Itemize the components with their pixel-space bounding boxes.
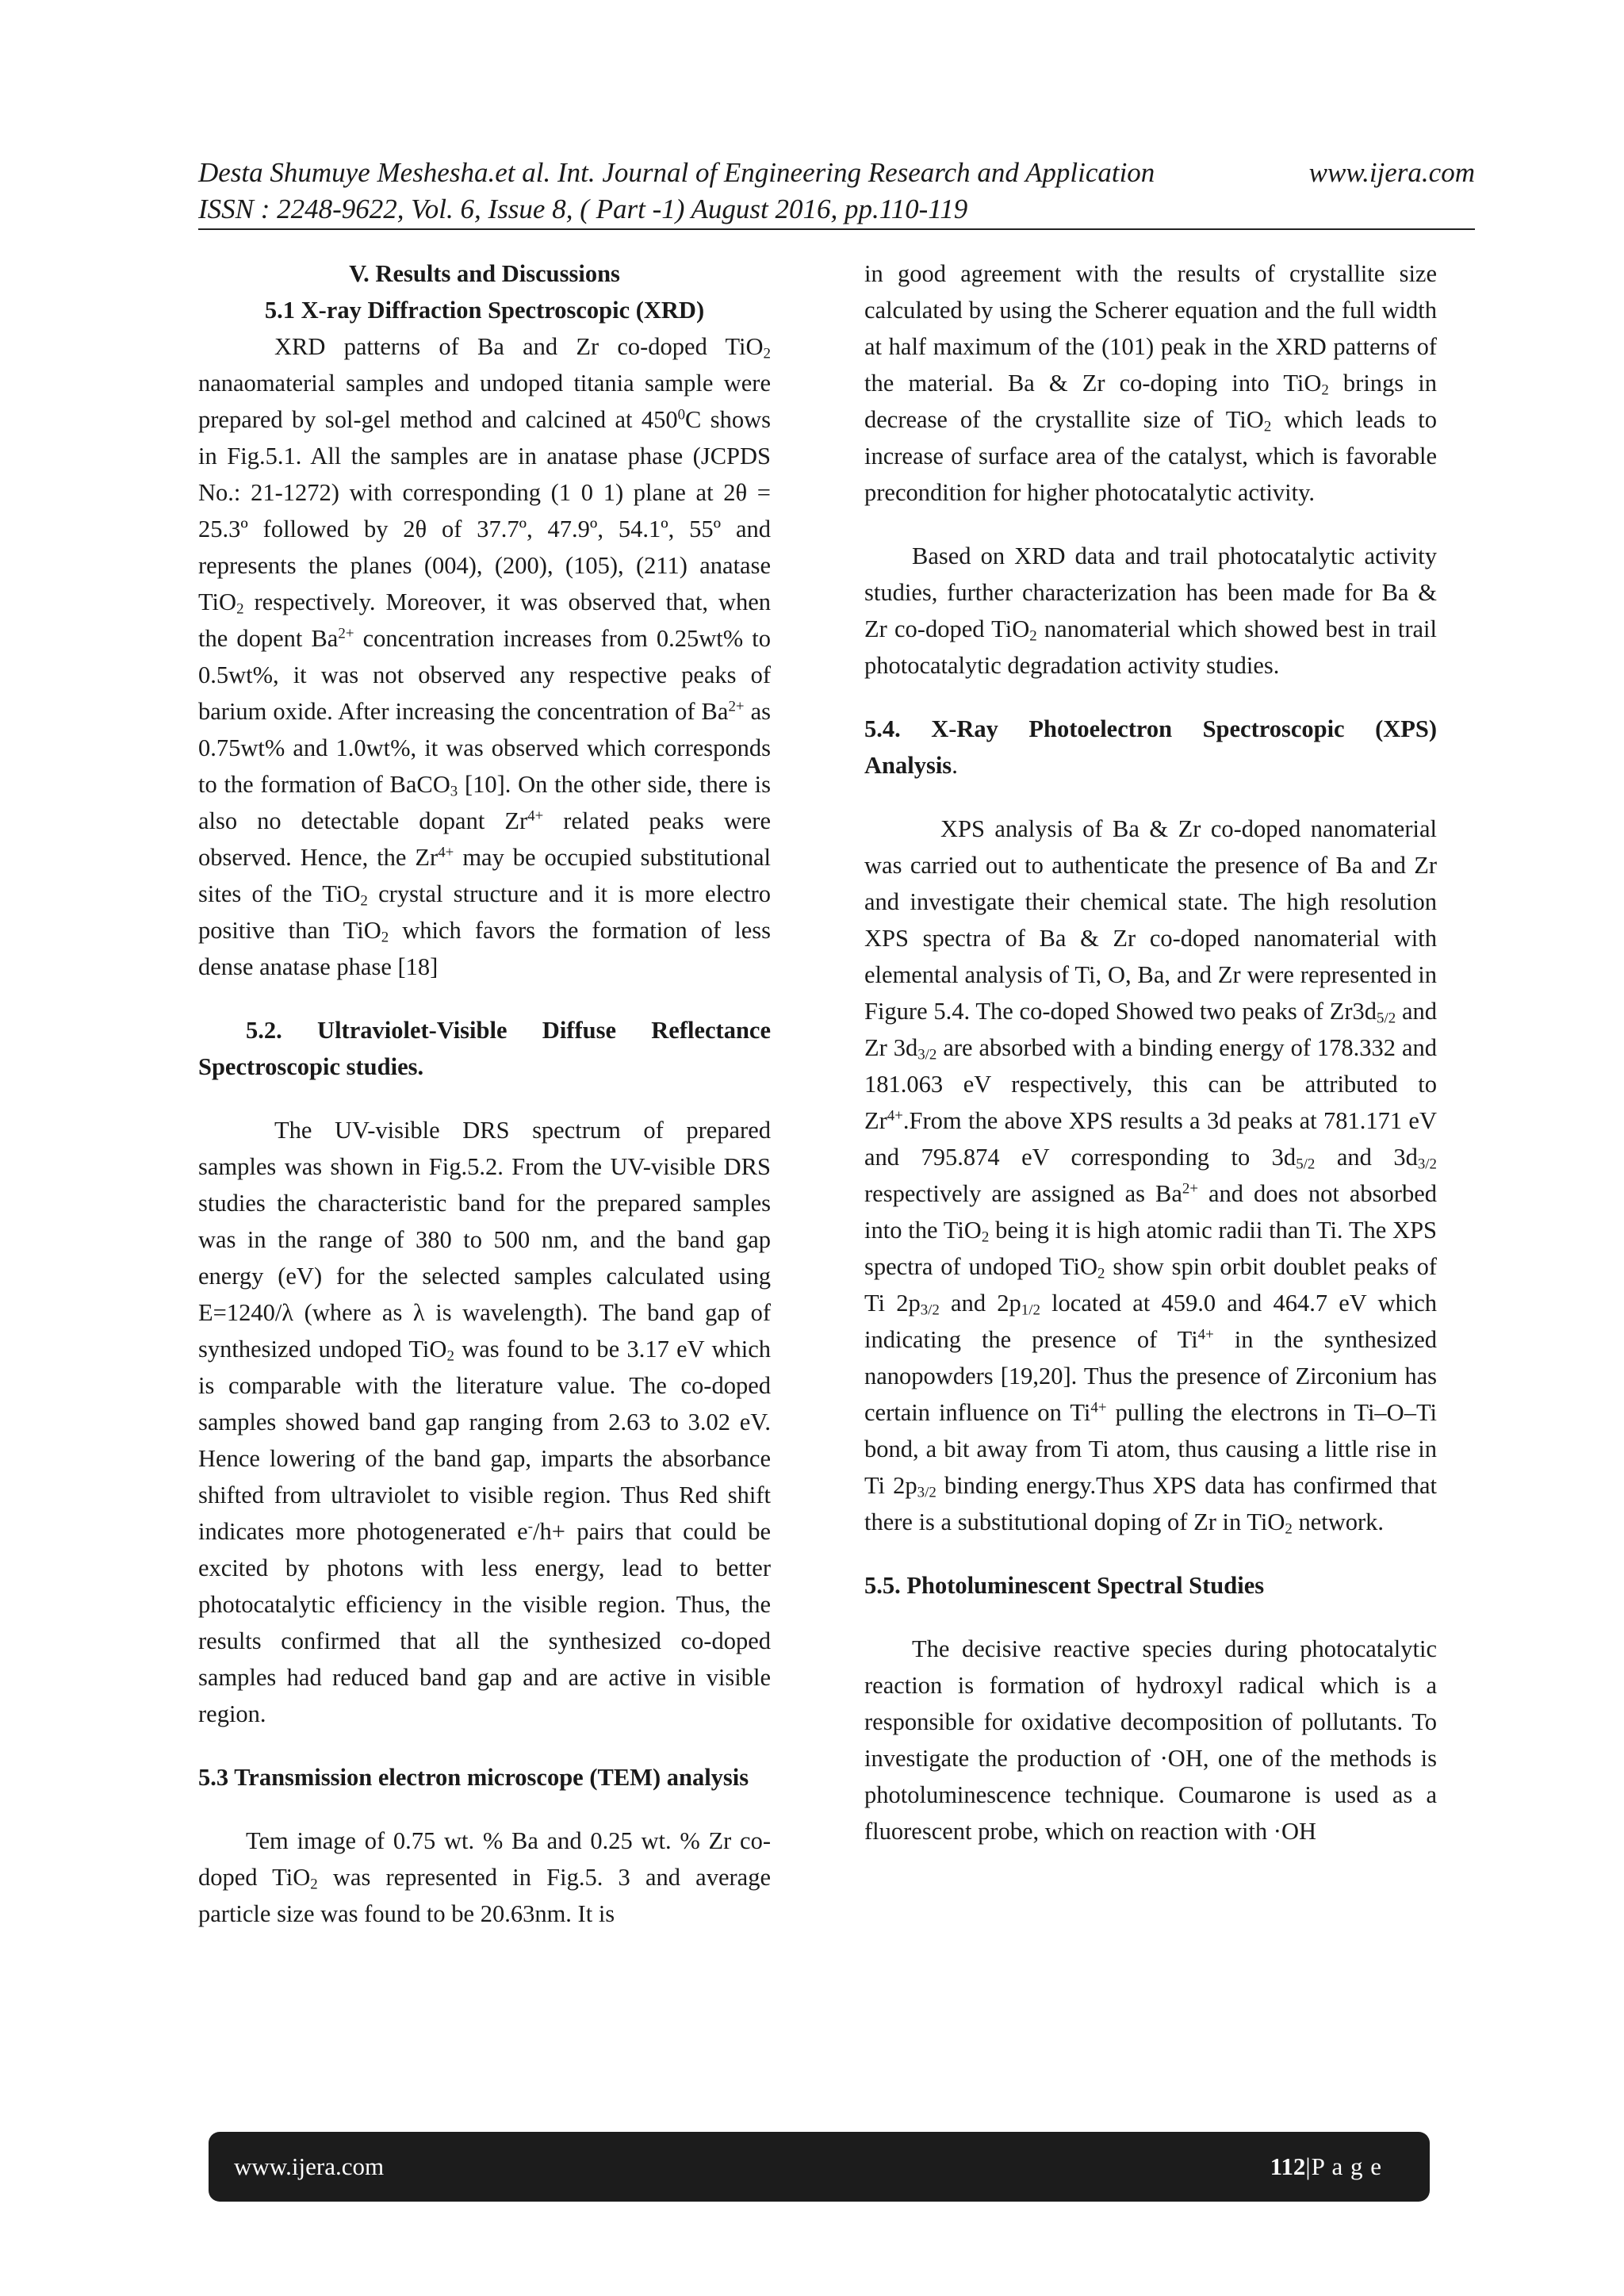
xps-heading: 5.4. X-Ray Photoelectron Spectroscopic (XPS) Analysis. xyxy=(864,715,1437,779)
right-column xyxy=(864,255,1437,1849)
xrd-continued-paragraph: in good agreement with the results of crystallite size calculated by using the Scherer equation and the full width at half maximum of the (101) peak in the XRD patterns of the material. Ba & Zr co-doping into TiO$_2$ brings in decrease of the crystallite size of TiO$_2$ which leads to increase of surface area of the catalyst, which is favorable precondition for higher photocatalytic activity. xyxy=(864,260,1437,506)
uv-paragraph: The UV-visible DRS spectrum of prepared samples was shown in Fig.5.2. From the UV-visible DRS studies the characteristic band for the prepared samples was in the range of 380 to 500 nm, and the band gap energy (eV) for the selected samples calculated using E=1240/λ (where as λ is wavelength). The band gap of synthesized undoped TiO$_2$ was found to be 3.17 eV which is comparable with the literature value. The co-doped samples showed band gap ranging from 2.63 to 3.02 eV. Hence lowering of the band gap, imparts the absorbance shifted from ultraviolet to visible region. Thus Red shift indicates more photogenerated e-/h+ pairs that could be excited by photons with less energy, lead to better photocatalytic efficiency in the visible region. Thus, the results confirmed that all the synthesized co-doped samples had reduced band gap and are active in visible region. xyxy=(198,1117,771,1727)
footer-website[interactable]: www.ijera.com xyxy=(234,2152,385,2180)
based-on-xrd-paragraph: Based on XRD data and trail photocatalytic activity studies, further characterization has been made for Ba & Zr co-doped TiO$_2$ nanomaterial which showed best in trail photocatalytic degradation activity studies. xyxy=(864,542,1437,679)
tem-heading: 5.3 Transmission electron microscope (TEM) analysis xyxy=(198,1764,749,1791)
xrd-heading: 5.1 X-ray Diffraction Spectroscopic (XRD) xyxy=(264,297,705,324)
xps-paragraph: XPS analysis of Ba & Zr co-doped nanomaterial was carried out to authenticate the presence of Ba and Zr and investigate their chemical state. The high resolution XPS spectra of Ba & Zr co-doped nanomaterial with elemental analysis of Ti, O, Ba, and Zr were represented in Figure 5.4. The co-doped Showed two peaks of $Zr3d_{5/2}$ and Zr $3d_{3/2}$ are absorbed with a binding energy of 178.332 and 181.063 eV respectively, this can be attributed to $Zr^{4+}.From$ the above XPS results a 3d peaks at 781.171 eV and 795.874 eV corresponding to $3d_{5/2}$ and $3d_{3/2}$ respectively are assigned as $Ba^{2+}$ and does not absorbed into the TiO$_2$ being it is high atomic radii than Ti. The XPS spectra of undoped TiO$_2$ show spin orbit doublet peaks of Ti $2p_{3/2}$ and $2p_{1/2}$ located at 459.0 and 464.7 eV which indicating the presence of $Ti^{4+}$ in the synthesized nanopowders [19,20]. Thus the presence of Zirconium has certain influence on $Ti^{4+}$ pulling the electrons in Ti–O–Ti bond, a bit away from Ti atom, thus causing a little rise in Ti $2p_{3/2}$ binding energy.Thus XPS data has confirmed that there is a substitutional doping of Zr in TiO$_2$ network. xyxy=(864,815,1437,1538)
footer-page-number: 112|P a g e xyxy=(1270,2152,1382,2180)
page-footer xyxy=(209,2132,1430,2202)
pl-paragraph: The decisive reactive species during photocatalytic reaction is formation of hydroxyl radical which is a responsible for oxidative decomposition of pollutants. To investigate the production of ·OH, one of the methods is photoluminescence technique. Coumarone is used as a fluorescent probe, which on reaction with ·OH xyxy=(864,1635,1437,1845)
xrd-paragraph: XRD patterns of Ba and Zr co-doped TiO$_2$ nanaomaterial samples and undoped titania sample were prepared by sol-gel method and calcined at $450^0C$ shows in Fig.5.1. All the samples are in anatase phase (JCPDS No.: 21-1272) with corresponding (1 0 1) plane at 2θ = 25.3º followed by 2θ of 37.7º, 47.9º, 54.1º, 55º and represents the planes (004), (200), (105), (211) anatase TiO$_2$ respectively. Moreover, it was observed that, when the dopent $Ba^{2+}$ concentration increases from 0.25wt% to 0.5wt%, it was not observed any respective peaks of barium oxide. After increasing the concentration of $Ba^{2+}$ as 0.75wt% and 1.0wt%, it was observed which corresponds to the formation of BaCO$_3$ [10]. On the other side, there is also no detectable dopant $Zr^{4+}$ related peaks were observed. Hence, the $Zr^{4+}$ may be occupied substitutional sites of the TiO$_2$ crystal structure and it is more electro positive than TiO$_2$ which favors the formation of less dense anatase phase [18] xyxy=(198,333,772,980)
uv-heading: 5.2. Ultraviolet-Visible Diffuse Reflectance Spectroscopic studies. xyxy=(198,1017,771,1080)
header-issn: ISSN : 2248-9622, Vol. 6, Issue 8, ( Part -1) August 2016, pp.110-119 xyxy=(198,194,968,224)
header-citation: Desta Shumuye Meshesha.et al. Int. Journal of Engineering Research and Application xyxy=(198,157,1155,188)
left-column xyxy=(198,255,771,1932)
pl-heading: 5.5. Photoluminescent Spectral Studies xyxy=(864,1572,1265,1599)
header-divider xyxy=(198,228,1475,230)
running-header xyxy=(198,155,1475,228)
header-website[interactable]: www.ijera.com xyxy=(1308,157,1475,188)
tem-paragraph: Tem image of 0.75 wt. % Ba and 0.25 wt. % Zr co-doped TiO$_2$ was represented in Fig.5. 3 and average particle size was found to be 20.63nm. It is xyxy=(198,1827,771,1927)
results-heading: V. Results and Discussions xyxy=(349,260,620,287)
